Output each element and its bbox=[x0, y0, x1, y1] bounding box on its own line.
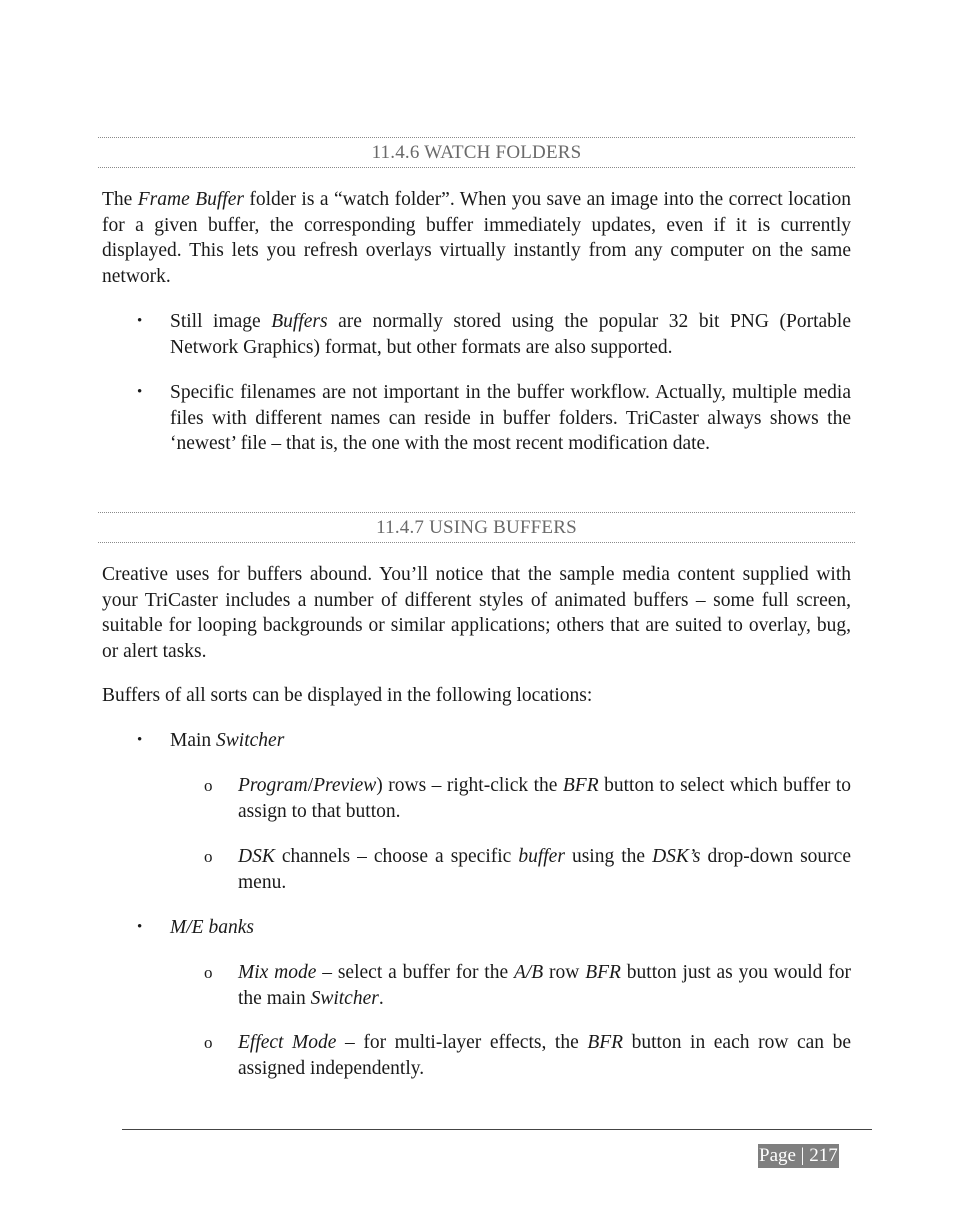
italic-term: Mix mode bbox=[238, 962, 317, 983]
italic-term: Buffers bbox=[271, 311, 328, 332]
bullet-marker: • bbox=[137, 919, 143, 935]
sub-bullet-marker: o bbox=[204, 963, 213, 982]
sub-bullet-marker: o bbox=[204, 776, 213, 795]
using-buffers-paragraph: Creative uses for buffers abound. You’ll notice that the sample media content supplied with your TriCaster includes a number of different styles of animated buffers – some full screen, suitable for looping backgrounds or similar applications; others that are suited to overlay, bug, or alert tasks. bbox=[102, 564, 851, 662]
sub-bullet-text bbox=[238, 844, 851, 895]
bullet-text bbox=[170, 915, 851, 941]
sub-item-dsk-channels bbox=[204, 844, 851, 895]
italic-term: Frame Buffer bbox=[137, 189, 244, 210]
sub-item-program-preview bbox=[204, 773, 851, 824]
text-run: button to select which buffer to assign to that button. bbox=[238, 775, 851, 822]
text-run: Main bbox=[170, 730, 217, 751]
bullet-item-filenames bbox=[137, 380, 851, 457]
text-run: Still image bbox=[170, 311, 272, 332]
italic-term: BFR bbox=[585, 962, 621, 983]
sub-bullet-text bbox=[238, 1030, 851, 1081]
bullet-marker: • bbox=[137, 313, 143, 329]
bullet-item-png-format bbox=[137, 309, 851, 360]
bullet-text bbox=[170, 309, 851, 360]
bullet-text bbox=[170, 728, 851, 754]
italic-term: M/E banks bbox=[170, 917, 254, 938]
text-run: The bbox=[102, 189, 138, 210]
text-run: row bbox=[543, 962, 586, 983]
page-number-badge: Page | 217 bbox=[759, 1145, 838, 1166]
bullet-text: Specific filenames are not important in the buffer workflow. Actually, multiple media files with different names can reside in buffer folders. TriCaster always shows the ‘newest’ file – that is, the one with the most recent modification date. bbox=[170, 382, 851, 454]
text-run: channels – choose a specific bbox=[274, 846, 519, 867]
section-heading-watch-folders: 11.4.6 WATCH FOLDERS bbox=[98, 137, 855, 168]
bullet-marker: • bbox=[137, 732, 143, 748]
bullet-marker: • bbox=[137, 384, 143, 400]
italic-term: Program bbox=[238, 775, 308, 796]
italic-term: buffer bbox=[518, 846, 565, 867]
text-run: folder is a “watch folder”. When you save an image into the correct location for a given buffer, the corresponding buffer immediately updates, even if it is currently displayed. This lets you refresh overlays virtually instantly from any computer on the same network. bbox=[102, 189, 851, 287]
bullet-item-main-switcher bbox=[137, 728, 851, 754]
text-run: . bbox=[378, 987, 384, 1009]
footer-divider bbox=[122, 1129, 872, 1130]
italic-term: A/B bbox=[513, 962, 544, 983]
text-run: – select a buffer for the bbox=[316, 962, 514, 983]
italic-term: Effect Mode bbox=[238, 1032, 337, 1053]
italic-term: Preview bbox=[313, 775, 377, 796]
italic-term: BFR bbox=[562, 775, 599, 796]
sub-bullet-text bbox=[238, 773, 851, 824]
text-run: using the bbox=[564, 846, 653, 867]
watch-folders-intro-paragraph bbox=[102, 187, 851, 289]
text-run: button in each row can be assigned independently. bbox=[238, 1032, 852, 1079]
italic-term: Switcher bbox=[216, 730, 285, 751]
sub-item-mix-mode bbox=[204, 960, 851, 1011]
sub-bullet-marker: o bbox=[204, 1033, 213, 1052]
sub-bullet-text bbox=[238, 960, 851, 1011]
text-run: – for multi-layer effects, the bbox=[336, 1032, 588, 1053]
section-heading-using-buffers: 11.4.7 USING BUFFERS bbox=[98, 512, 855, 543]
bullet-item-me-banks bbox=[137, 915, 851, 941]
text-run: ) rows – right-click the bbox=[376, 775, 563, 796]
italic-term: DSK’s bbox=[652, 846, 701, 867]
italic-term: DSK bbox=[238, 846, 275, 867]
sub-bullet-marker: o bbox=[204, 847, 213, 866]
text-run: / bbox=[307, 775, 314, 796]
text-run: drop-down source menu. bbox=[238, 846, 851, 893]
italic-term: Switcher bbox=[310, 987, 379, 1009]
italic-term: BFR bbox=[587, 1032, 624, 1053]
sub-item-effect-mode bbox=[204, 1030, 851, 1081]
text-run: are normally stored using the popular 32 bit PNG (Portable Network Graphics) format, but other formats are also supported. bbox=[170, 311, 851, 358]
text-run: button just as you would for the main bbox=[238, 962, 852, 1009]
locations-intro-paragraph: Buffers of all sorts can be displayed in the following locations: bbox=[102, 685, 593, 706]
